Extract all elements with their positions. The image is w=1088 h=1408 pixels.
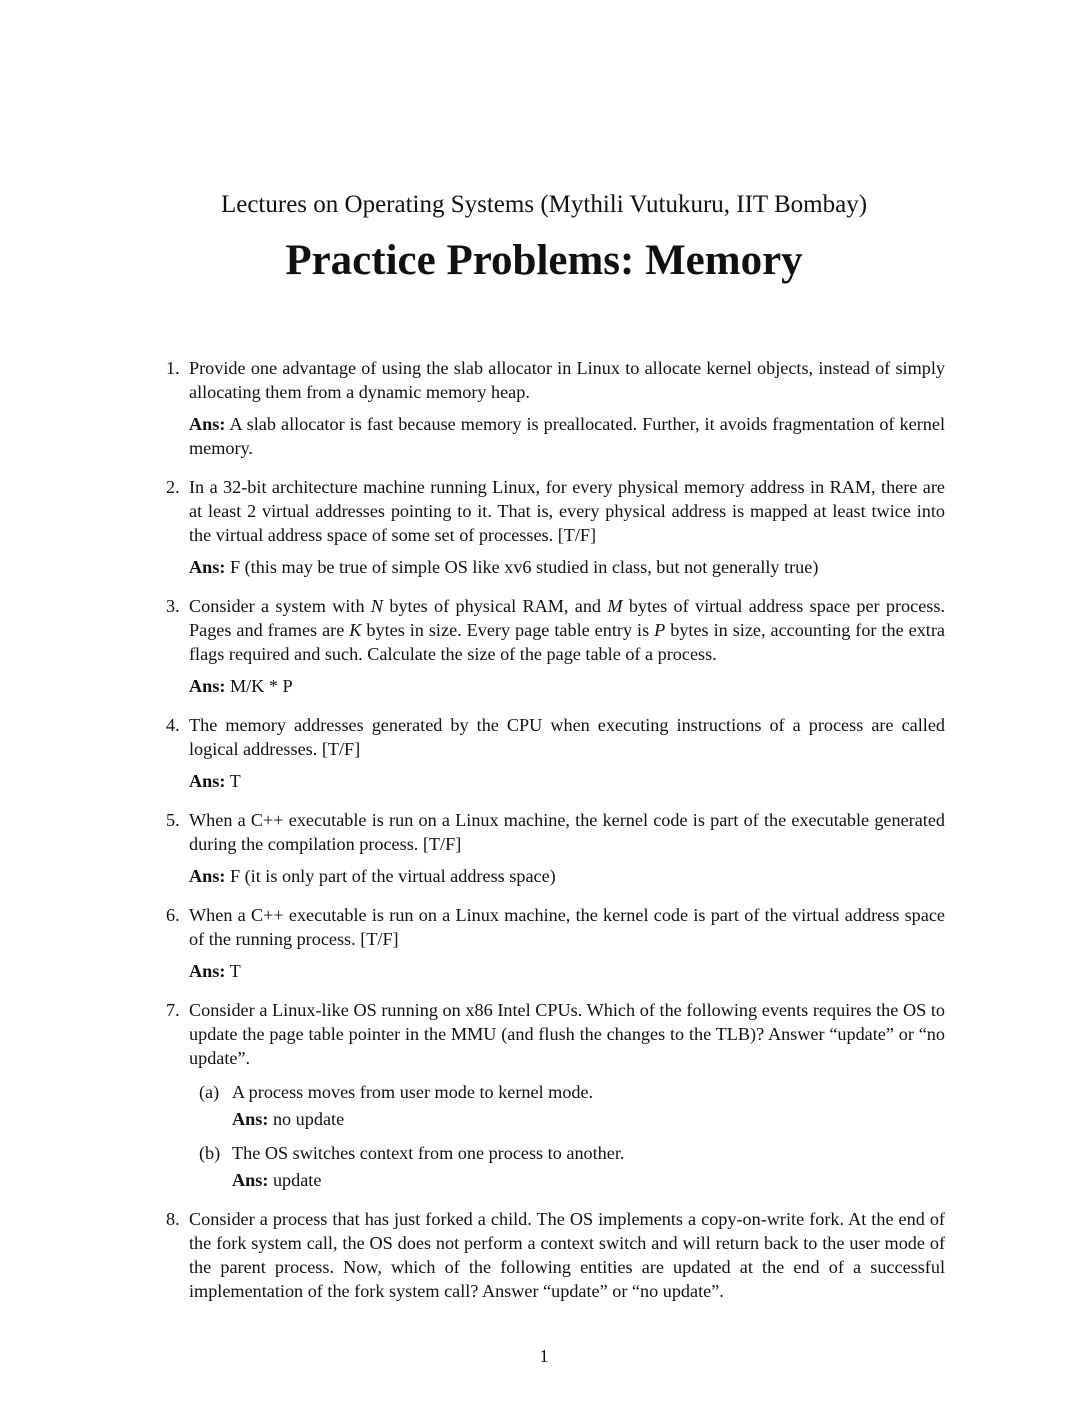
answer-text: no update (272, 1109, 345, 1129)
math-variable-m: M (607, 596, 623, 616)
document-header (0, 187, 1088, 289)
problem-5 (163, 808, 945, 888)
answer-label: Ans: (189, 414, 226, 434)
answer-label: Ans: (189, 771, 226, 791)
page-number: 1 (539, 1346, 549, 1366)
sub-question-label: (b) (199, 1143, 221, 1163)
math-variable-p: P (654, 620, 666, 640)
problem-answer (189, 864, 945, 888)
problem-answer (189, 412, 945, 460)
problem-question: Consider a process that has just forked a child. The OS implements a copy-on-write fork. At the end of the fork system call, the OS does not perform a context switch and will return back to the user mode of the parent process. Now, which of the following entities are updated at the end of a successful implementation of the fork system call? Answer “update” or “no update”. (189, 1209, 945, 1301)
problem-question: In a 32-bit architecture machine running Linux, for every physical memory address in RAM, there are at least 2 virtual addresses pointing to it. That is, every physical address is mapped at least twice into the virtual address space of some set of processes. [T/F] (189, 477, 945, 545)
problem-question: Consider a Linux-like OS running on x86 Intel CPUs. Which of the following events requires the OS to update the page table pointer in the MMU (and flush the changes to the TLB)? Answer “update” or “no update”. (189, 1000, 945, 1068)
problem-3 (163, 594, 945, 698)
page-title: Practice Problems: Memory (285, 237, 803, 284)
sub-question-list (189, 1080, 945, 1192)
answer-label: Ans: (189, 676, 226, 696)
answer-label: Ans: (189, 961, 226, 981)
problem-answer (189, 674, 945, 698)
answer-text: T (229, 771, 241, 791)
problem-question: When a C++ executable is run on a Linux machine, the kernel code is part of the virtual address space of the running process. [T/F] (189, 905, 945, 949)
sub-question-b (189, 1141, 945, 1192)
sub-question-a (189, 1080, 945, 1131)
problem-question: Provide one advantage of using the slab allocator in Linux to allocate kernel objects, instead of simply allocating them from a dynamic memory heap. (189, 358, 945, 402)
problem-answer (189, 959, 945, 983)
problem-4 (163, 713, 945, 793)
sub-question-text: The OS switches context from one process to another. (232, 1143, 625, 1163)
problem-number: 2. (166, 477, 180, 497)
problem-number: 6. (166, 905, 180, 925)
problem-8 (163, 1207, 945, 1303)
problem-answer (189, 769, 945, 793)
answer-label: Ans: (189, 557, 226, 577)
problem-7 (163, 998, 945, 1192)
problem-question: When a C++ executable is run on a Linux machine, the kernel code is part of the executable generated during the compilation process. [T/F] (189, 810, 945, 854)
math-variable-n: N (370, 596, 384, 616)
problem-number: 4. (166, 715, 180, 735)
question-text: bytes in size. Every page table entry is (361, 620, 655, 640)
answer-text: update (272, 1170, 322, 1190)
problem-number: 8. (166, 1209, 180, 1229)
question-text: bytes of virtual address space per process. Pages and frames are (189, 596, 945, 640)
course-title: Lectures on Operating Systems (Mythili Vutukuru, IIT Bombay) (220, 191, 868, 218)
answer-text: T (229, 961, 241, 981)
problem-number: 1. (166, 358, 180, 378)
answer-label: Ans: (232, 1109, 269, 1129)
problem-number: 7. (166, 1000, 180, 1020)
problem-1 (163, 356, 945, 460)
sub-question-label: (a) (199, 1082, 220, 1102)
sub-question-answer (232, 1168, 945, 1192)
problem-question: The memory addresses generated by the CPU when executing instructions of a process are called logical addresses. [T/F] (189, 715, 945, 759)
sub-question-text: A process moves from user mode to kernel mode. (232, 1082, 594, 1102)
math-variable-k: K (349, 620, 362, 640)
problem-number: 3. (166, 596, 180, 616)
answer-text: F (it is only part of the virtual address space) (229, 866, 556, 886)
problem-list (163, 356, 945, 1318)
problem-answer (189, 555, 945, 579)
problem-2 (163, 475, 945, 579)
question-text: Consider a system with (189, 596, 371, 616)
answer-text: F (this may be true of simple OS like xv6 studied in class, but not generally true) (229, 557, 819, 577)
question-text: bytes of physical RAM, and (383, 596, 608, 616)
answer-text: M/K * P (229, 676, 293, 696)
answer-label: Ans: (189, 866, 226, 886)
answer-label: Ans: (232, 1170, 269, 1190)
problem-question (189, 594, 945, 666)
answer-text: A slab allocator is fast because memory is preallocated. Further, it avoids fragmentation of kernel memory. (189, 414, 945, 458)
problem-number: 5. (166, 810, 180, 830)
sub-question-answer (232, 1107, 945, 1131)
question-text: bytes in size, accounting for the extra flags required and such. Calculate the size of the page table of a process. (189, 620, 945, 664)
problem-6 (163, 903, 945, 983)
